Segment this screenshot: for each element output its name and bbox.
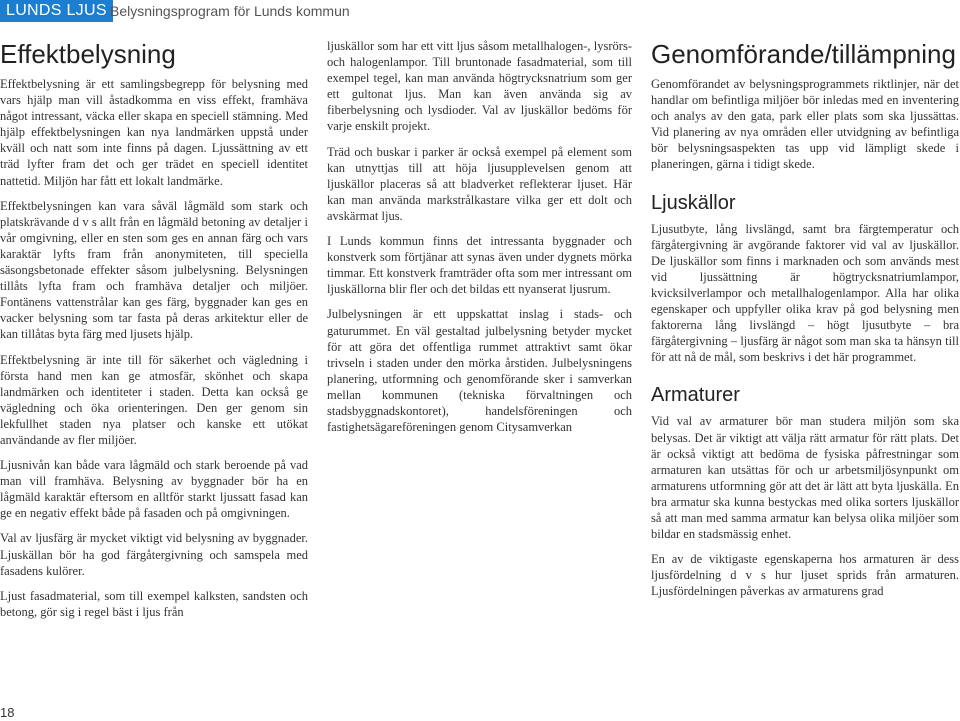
publication-tag: LUNDS LJUS — [0, 0, 113, 22]
publication-subtitle: Belysningsprogram för Lunds kommun — [110, 3, 350, 19]
page-header — [0, 0, 960, 22]
column-2 — [327, 38, 632, 444]
paragraph: Val av ljusfärg är mycket viktigt vid belysning av byggnader. Ljuskällan bör ha god färgåtergivning och samspela med fasadens kulörer. — [0, 531, 308, 578]
subheading-ljuskallor: Ljuskällor — [651, 191, 736, 214]
paragraph: Träd och buskar i parker är också exempel på element som kan utnyttjas till att höja ljusupplevelsen genom att ljuskällor placeras så att bladverket reflekterar ljuset. Här kan man använda markstrålkastare vilka ger ett dolt och avskärmat ljus. — [327, 144, 632, 223]
paragraph: Ljusnivån kan både vara lågmäld och stark beroende på vad man vill framhäva. Belysning av byggnader bör ha en lågmäld karaktär eftersom en alltför starkt ljussatt fasad kan ge en negativ effekt både på fasaden och på omgivningen. — [0, 458, 308, 521]
paragraph: Ljust fasadmaterial, som till exempel kalksten, sandsten och betong, gör sig i regel bäst i ljus från — [0, 588, 308, 619]
paragraph: ljuskällor som har ett vitt ljus såsom metallhalogen-, lysrörs- och halogenlampor. Till bruntonade fasadmaterial, som till exempel tegel, kan man använda högtrycksnatrium som ger ett gultonat ljus. Man kan även använda sig av fiberbelysning och lysdioder. Val av ljuskällor bedöms för varje enskilt projekt. — [327, 39, 632, 134]
paragraph: Julbelysningen är ett uppskattat inslag i stads- och gaturummet. En väl gestaltad julbelysning betyder mycket för att göra det offentliga rummet attraktivt samt ökar trivseln i staden under den mörka årstiden. Julbelysningens planering, utformning och genomförande sker i samverkan mellan kommunen (tekniska förvaltningen och stadsbyggnadskontoret), handelsföreningen och fastighetsägareföreningen genom Citysamverkan — [327, 307, 632, 435]
paragraph: Vid val av armaturer bör man studera miljön som ska belysas. Det är viktigt att välja rätt armatur för rätt plats. Det är också viktigt att bedöma de fysiska påfrestningar som armaturen kan utsättas för och ur arbetsmiljösynpunkt om armaturens utformning gör att det är lätt att byta ljuskälla. En bra armatur ska kunna bestyckas med olika sorters ljuskällor så att man med samma armatur kan belysa olika miljöer som bildar en stadsmässig enhet. — [651, 414, 959, 542]
paragraph: I Lunds kommun finns det intressanta byggnader och konstverk som förtjänar att synas även under dygnets mörka timmar. Ett konstverk framträder ofta som mer intressant om ljuskällorna blir fler och det bildas ett nyanserat ljusrum. — [327, 234, 632, 297]
paragraph: Effektbelysning är inte till för säkerhet och vägledning i första hand men kan ge atmosfär, skönhet och skapa landmärken och identiteter i staden. Detta kan också ge vägledning och öka orienteringen. Den ger genom sin lekfullhet staden nya platser och kanske ett utökat användande av fler miljöer. — [0, 352, 308, 447]
paragraph: Effektbelysning är ett samlingsbegrepp för belysning med vars hjälp man vill åstadkomma en viss effekt, framhäva något intressant, väcka eller skapa en speciell stämning. Med hjälp effektbelysningen kan nya landmärken uppstå under kväll och natt som inte finns på dagen. Ljussättning av ett träd lyfter fram det och ger trädet en speciell identitet nattetid. Miljön har fått ett lokalt landmärke. — [0, 77, 308, 188]
paragraph: En av de viktigaste egenskaperna hos armaturen är dess ljusfördelning d v s hur ljuset sprids från armaturen. Ljusfördelningen påverkas av armaturens grad — [651, 552, 959, 599]
subheading-armaturer: Armaturer — [651, 384, 740, 407]
column-1 — [0, 38, 308, 629]
column-3 — [651, 38, 959, 608]
paragraph: Effektbelysningen kan vara såväl lågmäld som stark och platskrävande d v s allt från en lågmäld betoning av detaljer i vår omgivning, eller en sten som ges en annan färg och vars karaktär lyfts fram från anonymiteten, till speciella säsongsbetonade effekter såsom julbelysning. Belysningen tillåts lyfta fram och framhäva detaljer och miljöer. Fontänens vattenstrålar kan ges färg, byggnader kan ges en vacker belysning som tar fasta på deras arkitektur eller de kan tillåtas byta färg med ljusets hjälp. — [0, 198, 308, 342]
section-title-genomforande: Genomförande/tillämpning — [651, 39, 956, 69]
paragraph: Genomförandet av belysningsprogrammets riktlinjer, när det handlar om befintliga miljöer bör inledas med en inventering och analys av den gata, park eller plats som ska ljussättas. Vid planering av nya områden eller utvidgning av befintliga bör belysningsaspekten tas upp vid lämpligt skede i planeringen, gärna i tidigt skede. — [651, 77, 959, 172]
paragraph: Ljusutbyte, lång livslängd, samt bra färgtemperatur och färgåtergivning är avgörande faktorer vid val av ljuskällor. De ljuskällor som finns i marknaden och som används mest vid ljussättning är högtrycksnatriumlampor, kvicksilverlampor och metallhalogenlampor. Alla har olika egenskaper och uppfyller olika krav på god belysning men faktorerna lång livslängd – högt ljusutbyte – bra färgåtergivning – ljusfärg är något som man ska ta hänsyn till för att nå de mål, som beskrivs i det här programmet. — [651, 221, 959, 365]
section-title-effektbelysning: Effektbelysning — [0, 39, 176, 69]
page-number: 18 — [0, 705, 15, 720]
